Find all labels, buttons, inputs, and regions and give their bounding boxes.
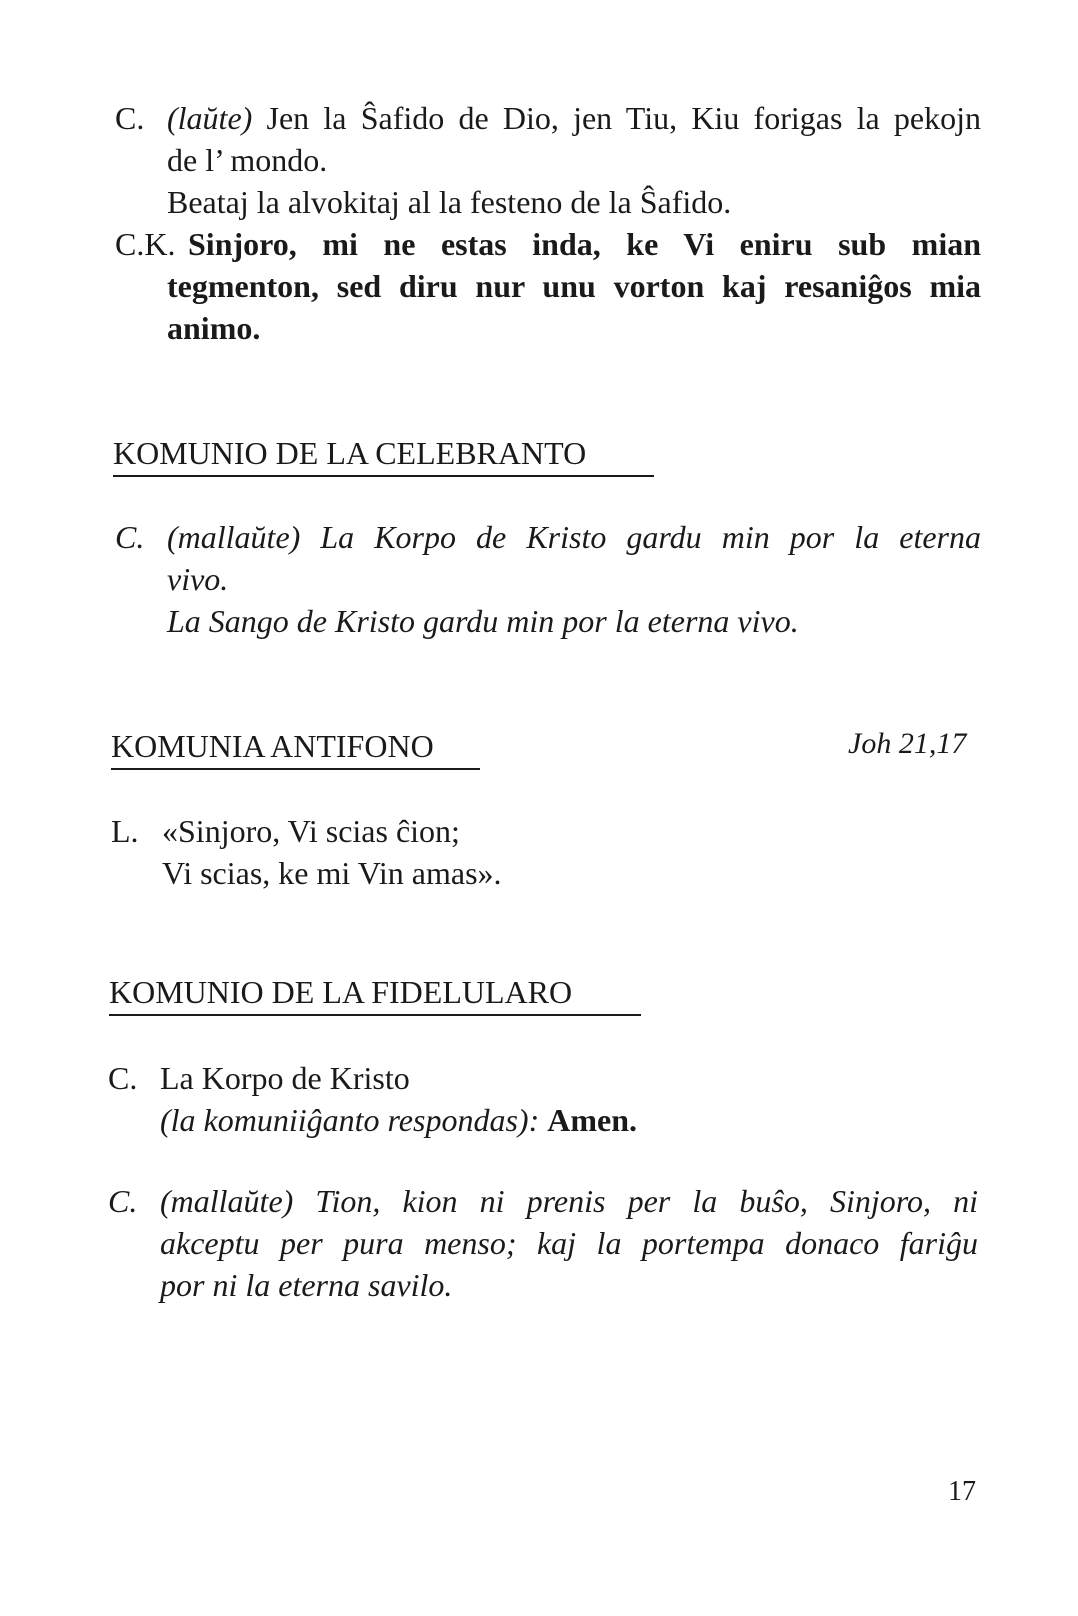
- response-line-2: tegmenton, sed diru nur unu vorton kaj resaniĝos mia: [167, 268, 981, 304]
- celebrant-communion: [115, 516, 981, 642]
- speaker-label: C.: [108, 1060, 138, 1096]
- antiphon-line-2: Vi scias, ke mi Vin amas».: [162, 855, 502, 891]
- section-heading: KOMUNIO DE LA FIDELULARO: [109, 972, 641, 1016]
- prayer-line-2: akceptu per pura menso; kaj la portempa donaco fariĝu: [160, 1225, 978, 1261]
- amen-response: Amen.: [547, 1102, 637, 1138]
- invitation-line-1: (laŭte) Jen la Ŝafido de Dio, jen Tiu, Kiu forigas la pekojn: [167, 100, 982, 136]
- prayer-line-1: (mallaŭte) Tion, kion ni prenis per la buŝo, Sinjoro, ni: [160, 1183, 978, 1219]
- response-line-3: animo.: [167, 310, 261, 346]
- invitation-line-3: Beataj la alvokitaj al la festeno de la Ŝafido.: [167, 184, 732, 220]
- prayer-line-3: por ni la eterna savilo.: [160, 1267, 453, 1303]
- invitation-line-2: de l’ mondo.: [167, 142, 328, 178]
- communion-response: [160, 1099, 978, 1141]
- communion-antiphon: [111, 810, 977, 894]
- people-response: [115, 223, 981, 265]
- speaker-label: C.: [115, 519, 145, 555]
- rubric: (la komuniiĝanto respondas):: [160, 1102, 540, 1138]
- section-agnus-response: [115, 97, 981, 349]
- scripture-reference: Joh 21,17: [848, 727, 967, 760]
- page-number: 17: [948, 1476, 976, 1507]
- prayer-line-2: vivo.: [167, 561, 229, 597]
- speaker-label: C.: [108, 1183, 138, 1219]
- speaker-label: C.: [115, 100, 145, 136]
- faithful-communion: [108, 1057, 978, 1141]
- celebrant-invitation: [115, 97, 981, 223]
- prayer-line-1: (mallaŭte) La Korpo de Kristo gardu min por la eterna: [167, 519, 981, 555]
- section-heading: KOMUNIA ANTIFONO: [111, 726, 480, 770]
- purification-prayer: [108, 1180, 978, 1306]
- section-heading: KOMUNIO DE LA CELEBRANTO: [113, 433, 654, 477]
- communion-formula: La Korpo de Kristo: [160, 1060, 410, 1096]
- prayer-line-3: La Sango de Kristo gardu min por la eterna vivo.: [167, 603, 799, 639]
- antiphon-line-1: «Sinjoro, Vi scias ĉion;: [162, 813, 460, 849]
- response-line-1: Sinjoro, mi ne estas inda, ke Vi eniru sub mian: [188, 226, 981, 262]
- speaker-label: C.K.: [115, 226, 176, 262]
- speaker-label: L.: [111, 813, 139, 849]
- rubric: (laŭte): [167, 100, 253, 136]
